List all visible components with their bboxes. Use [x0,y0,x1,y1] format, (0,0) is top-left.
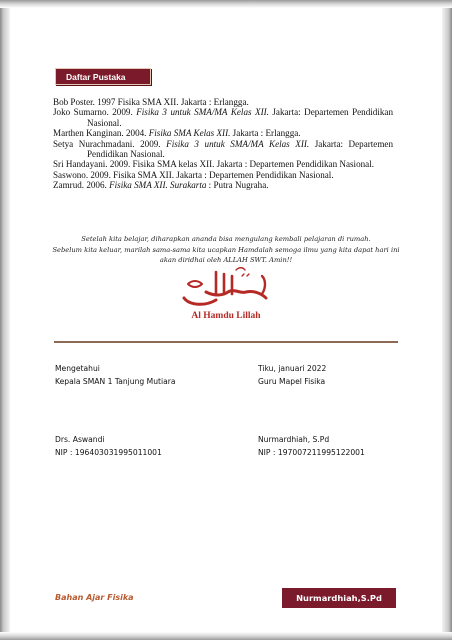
logo-caption: Al Hamdu Lillah [191,311,261,321]
reference-item: Saswono. 2009. Fisika SMA XII. Jakarta : Departemen Pendidikan Nasional. [53,169,334,180]
footer-title: Bahan Ajar Fisika [55,593,134,602]
page-edge-bottom [0,632,452,640]
closing-message [40,234,412,266]
page-edge-right [442,0,452,640]
alhamdulillah-calligraphy-logo [176,262,276,324]
place-date: Tiku, januari 2022 [258,364,327,373]
page-edge-left [0,0,10,640]
closing-line: Sebelum kita keluar, marilah sama-sama kita ucapkan Hamdalah semoga ilmu yang kita dapat hari ini [52,245,400,254]
reference-item: Marthen Kanginan. 2004. Fisika SMA Kelas XII. Jakarta : Erlangga. [53,128,301,139]
signature-right-footer [258,433,365,459]
closing-line: akan diridhai oleh ALLAH SWT. Amin!! [159,256,293,265]
reference-item: Sri Handayani. 2009. Fisika SMA kelas XII. Jakarta : Departemen Pendidikan Nasional. [53,159,374,170]
reference-item: Joko Sumarno. 2009. Fisika 3 untuk SMA/MA Kelas XII. Jakarta: Departemen Pendidikan Nasional. [53,107,393,128]
teacher-role: Guru Mapel Fisika [258,377,326,387]
teacher-nip: NIP : 197007211995122001 [258,448,365,458]
closing-line: Setelah kita belajar, diharapkan ananda bisa mengulang kembali pelajaran di rumah. [81,235,371,243]
reference-list [53,97,393,191]
teacher-name: Nurmardhiah, S.Pd [258,435,330,444]
principal-name: Drs. Aswandi [55,435,105,444]
section-heading-tab [55,68,151,85]
signature-left-footer [55,433,162,459]
reference-item: Bob Poster. 1997 Fisika SMA XII. Jakarta : Erlangga. [53,97,249,107]
footer-author-badge [282,588,396,608]
footer-author: Nurmardhiah,S.Pd [296,593,382,603]
reference-item: Zamrud. 2006. Fisika SMA XII. Surakarta : Putra Nugraha. [53,180,269,191]
approval-label: Mengetahui [55,364,100,373]
principal-nip: NIP : 196403031995011001 [55,448,162,458]
section-heading-label: Daftar Pustaka [66,71,126,82]
reference-item: Setya Nurachmadani. 2009. Fisika 3 untuk SMA/MA Kelas XII. Jakarta: Departemen Pendidikan Nasional. [53,138,393,160]
signature-right-header [258,362,326,388]
principal-role: Kepala SMAN 1 Tanjung Mutiara [55,377,176,387]
section-divider [54,341,398,343]
page-edge-top [0,0,452,8]
signature-left-header [55,362,176,388]
